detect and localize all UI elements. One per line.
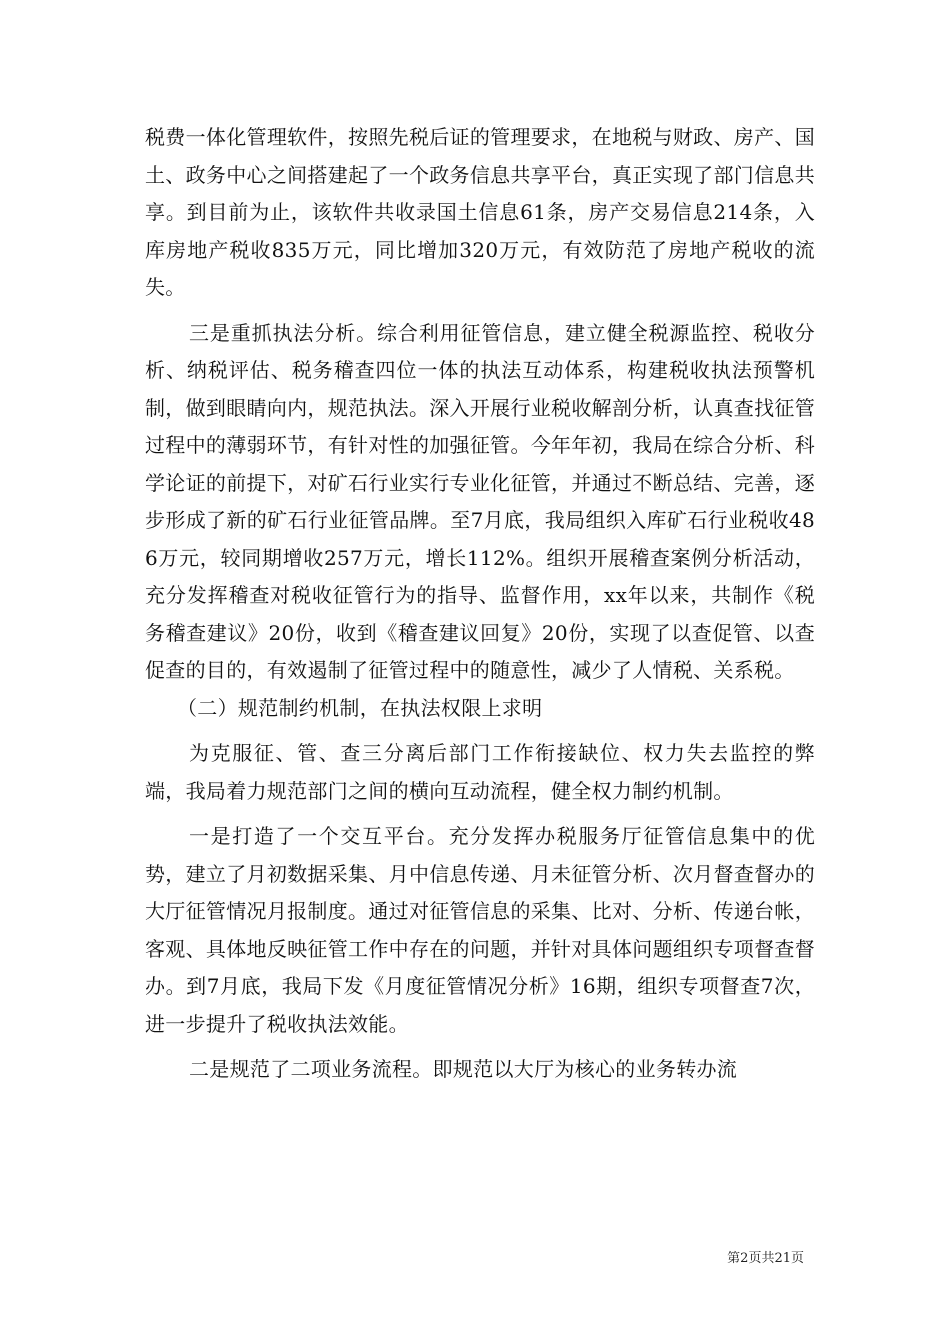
paragraph-constraint-mechanism: 为克服征、管、查三分离后部门工作衔接缺位、权力失去监控的弊端，我局着力规范部门之间的横向互动流程，健全权力制约机制。 bbox=[145, 741, 815, 803]
document-body bbox=[145, 119, 815, 1089]
paragraph-business-process: 二是规范了二项业务流程。即规范以大厅为核心的业务转办流 bbox=[189, 1057, 738, 1081]
page-number-footer: 第2页共21页 bbox=[727, 1251, 804, 1266]
paragraph-enforcement-analysis: 三是重抓执法分析。综合利用征管信息，建立健全税源监控、税收分析、纳税评估、税务稽查四位一体的执法互动体系，构建税收执法预警机制，做到眼睛向内，规范执法。深入开展行业税收解剖分析，认真查找征管过程中的薄弱环节，有针对性的加强征管。今年年初，我局在综合分析、科学论证的前提下，对矿石行业实行专业化征管，并通过不断总结、完善，逐步形成了新的矿石行业征管品牌。至7月底，我局组织入库矿石行业税收486万元，较同期增收257万元，增长112%。组织开展稽查案例分析活动，充分发挥稽查对税收征管行为的指导、监督作用，xx年以来，共制作《税务稽查建议》20份，收到《稽查建议回复》20份，实现了以查促管、以查促查的目的，有效遏制了征管过程中的随意性，减少了人情税、关系税。 bbox=[145, 320, 815, 682]
paragraph-continuation: 税费一体化管理软件，按照先税后证的管理要求，在地税与财政、房产、国土、政务中心之间搭建起了一个政务信息共享平台，真正实现了部门信息共享。到目前为止，该软件共收录国土信息61条，房产交易信息214条，入库房地产税收835万元，同比增加320万元，有效防范了房地产税收的流失。 bbox=[145, 125, 815, 299]
paragraph-interaction-platform: 一是打造了一个交互平台。充分发挥办税服务厅征管信息集中的优势，建立了月初数据采集、月中信息传递、月未征管分析、次月督查督办的大厅征管情况月报制度。通过对征管信息的采集、比对、分析、传递台帐，客观、具体地反映征管工作中存在的问题，并针对具体问题组织专项督查督办。到7月底，我局下发《月度征管情况分析》16期，组织专项督查7次，进一步提升了税收执法效能。 bbox=[145, 824, 815, 1036]
section-heading: （二）规范制约机制，在执法权限上求明 bbox=[177, 695, 543, 720]
